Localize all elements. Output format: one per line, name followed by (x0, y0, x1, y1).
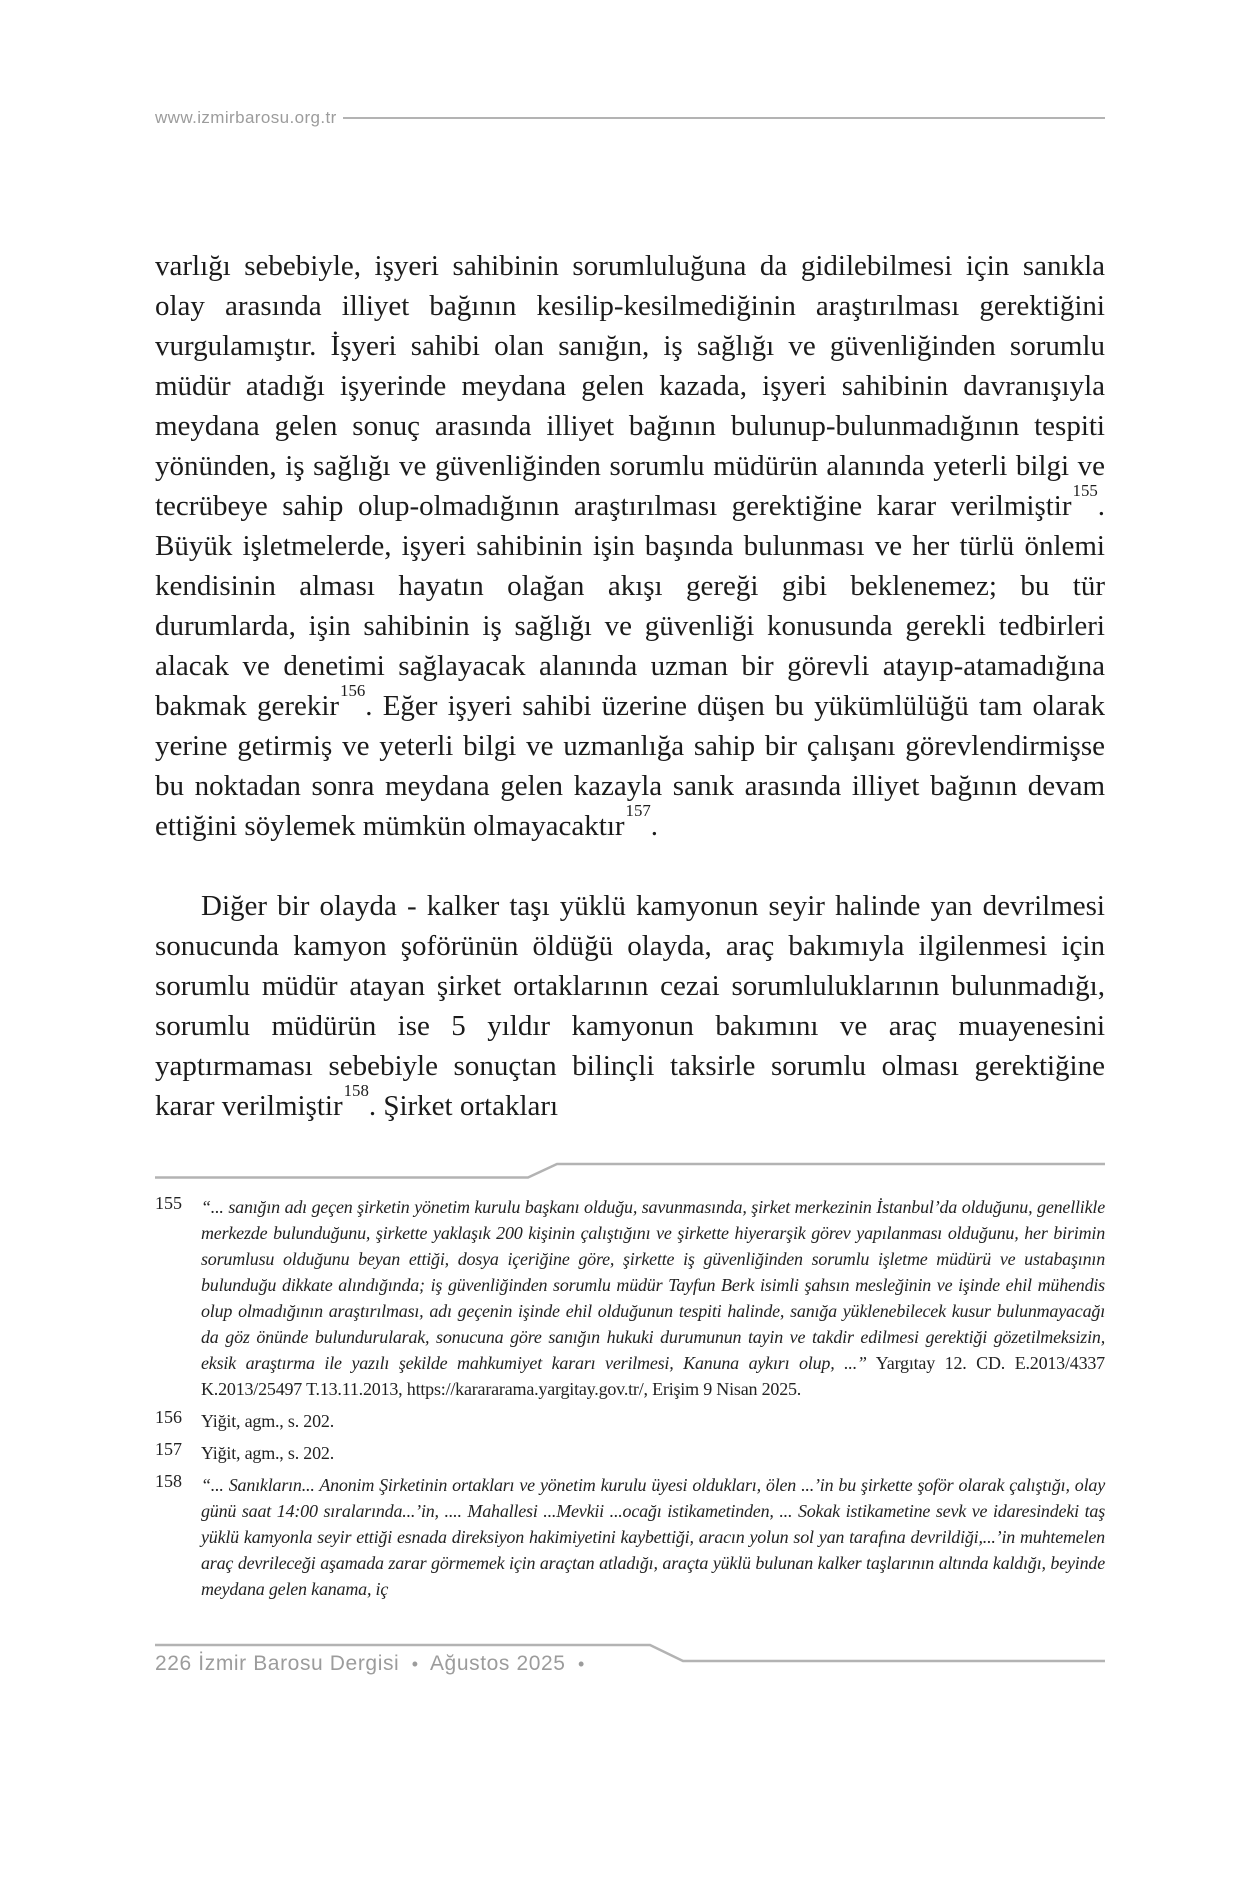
footer-bullet: • (411, 1654, 419, 1674)
footer-text (155, 1652, 591, 1676)
header-website-label: www.izmirbarosu.org.tr (155, 108, 337, 127)
footnote-ref: 155 (1072, 480, 1098, 500)
footnote-citation-text: Yargıtay 12. CD. E.2013/4337 K.2013/25497 T.13.11.2013, https://karararama.yargitay.gov.tr/, Erişim 9 Nisan 2025. (201, 1353, 1105, 1399)
footnote-citation-text: Yiğit, agm., s. 202. (201, 1411, 335, 1431)
paragraph: varlığı sebebiyle, işyeri sahibinin sorumluluğuna da gidilebilmesi için sanıkla olay arasında illiyet bağının kesilip-kesilmediğinin araştırılması gerektiğini vurgulamıştır. İşyeri sahibi olan sanığın, iş sağlığı ve güvenliğinden sorumlu müdür atadığı işyerinde meydana gelen kazada, işyeri sahibinin davranışıyla meydana gelen sonuç arasında illiyet bağının bulunup-bulunmadığının tespiti yönünden, iş sağlığı ve güvenliğinden sorumlu müdürün alanında yeterli bilgi ve tecrübeye sahip olup-olmadığının araştırılması gerektiğine karar verilmiştir$^{155}$. Büyük işletmelerde, işyeri sahibinin işin başında bulunması ve her türlü önlemi kendisinin alması hayatın olağan akışı gereği gibi beklenemez; bu tür durumlarda, işin sahibinin iş sağlığı ve güvenliği konusunda gerekli tedbirleri alacak ve denetimi sağlayacak alanında uzman bir görevli atayıp-atamadığına bakmak gerekir$^{156}$. Eğer işyeri sahibi üzerine düşen bu yükümlülüğü tam olarak yerine getirmiş ve yeterli bilgi ve uzmanlığa sahip bir çalışanı görevlendirmişse bu noktadan sonra meydana gelen kazayla sanık arasında illiyet bağının devam ettiğini söylemek mümkün olmayacaktır$^{157}$. (155, 250, 1105, 842)
footnote (155, 1440, 1105, 1466)
footnote-number: 155 (155, 1193, 182, 1213)
footnote-section (155, 1162, 1105, 1608)
footnote-quote-text: “... sanığın adı geçen şirketin yönetim kurulu başkanı olduğu, savunmasında, şirket merkezinin İstanbul’da olduğunu, genellikle merkezde bulunduğunu, şirkette yaklaşık 200 kişinin çalıştığını ve şirkette hiyerarşik görev yapılanması olduğunu, her birimin sorumlusu olduğunu beyan ettiği, dosya içeriğine göre, şirkette iş güvenliğinden sorumlu işletme müdürü ve ustabaşının bulunduğu dikkate alındığında; iş güvenliğinden sorumlu müdür Tayfun Berk isimli şahsın mesleğinin ve işinde ehil mühendis olup olmadığının araştırılması, adı geçenin işinde ehil olduğunun tespiti halinde, sanığa yüklenebilecek kusur bulunmayacağı da göz önünde bulundurularak, sonucuna göre sanığın hukuki durumunun tayin ve takdir edilmesi gerektiği gözetilmeksizin, eksik araştırma ile yazılı şekilde mahkumiyet kararı verilmesi, Kanuna aykırı olup, ...” (201, 1197, 1105, 1373)
header-rule (343, 117, 1105, 119)
footnote-citation-text: Yiğit, agm., s. 202. (201, 1443, 335, 1463)
page-footer (155, 1642, 1105, 1688)
footnote-ref: 156 (340, 680, 366, 700)
footnote-quote-text: “... Sanıkların... Anonim Şirketinin ortakları ve yönetim kurulu üyesi oldukları, ölen ...’in bu şirkette şoför olarak çalıştığı, olay günü saat 14:00 sıralarında...’in, .... Mahallesi ...Mevkii ...ocağı istikametinden, ... Sokak istikametine sevk ve idaresindeki taş yüklü kamyonla seyir ettiği esnada direksiyon hakimiyetini kaybettiği, aracın yolun sol yan tarafına devrildiği,...’in muhtemelen araç devrileceği aşamada zarar görmemek için araçtan atladığı, araçta yüklü bulunan kalker taşlarının altında kaldığı, beyinde meydana gelen kanama, iç (201, 1475, 1105, 1599)
footnote (155, 1408, 1105, 1434)
footnote-number: 156 (155, 1407, 182, 1427)
paragraph: Diğer bir olayda - kalker taşı yüklü kamyonun seyir halinde yan devrilmesi sonucunda kamyon şoförünün öldüğü olayda, araç bakımıyla ilgilenmesi için sorumlu müdür atayan şirket ortaklarının cezai sorumluluklarının bulunmadığı, sorumlu müdürün ise 5 yıldır kamyonun bakımını ve araç muayenesini yaptırmaması sebebiyle sonuçtan bilinçli taksirle sorumlu olması gerektiğine karar verilmiştir$^{158}$. Şirket ortakları (155, 890, 1105, 1122)
footer-journal-title: İzmir Barosu Dergisi (198, 1652, 400, 1675)
footnote-ref: 157 (625, 800, 651, 820)
footnotes-list (155, 1194, 1105, 1602)
footnote (155, 1194, 1105, 1402)
body-paragraphs (155, 246, 1105, 1126)
footer-bullet: • (578, 1654, 585, 1674)
footnote-number: 157 (155, 1439, 182, 1459)
footnote-divider (155, 1162, 1105, 1180)
footnote-number: 158 (155, 1471, 182, 1491)
page-header (155, 108, 1105, 128)
footnote (155, 1472, 1105, 1602)
footer-issue: Ağustos 2025 (429, 1652, 566, 1675)
footnote-ref: 158 (343, 1080, 369, 1100)
footer-page-number: 226 (155, 1652, 192, 1675)
